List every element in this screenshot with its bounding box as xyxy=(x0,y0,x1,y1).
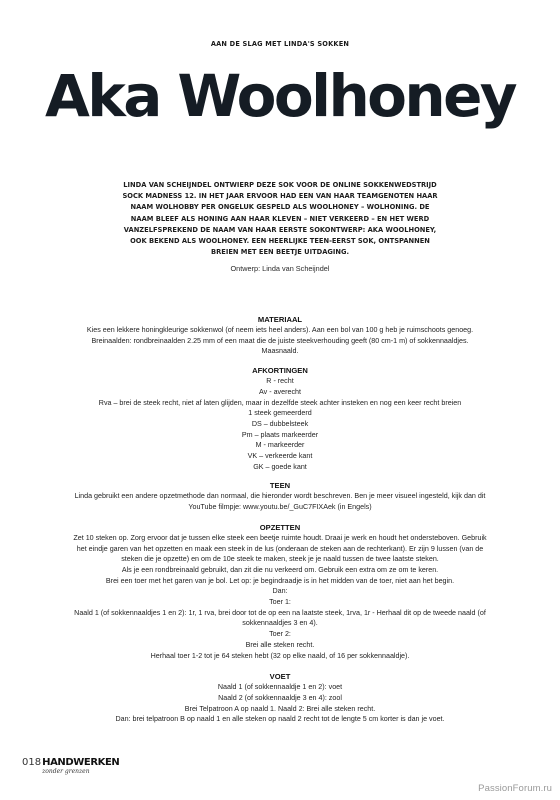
pattern-content xyxy=(30,314,530,733)
intro-line: BREIEN MET EEN BEETJE UITDAGING. xyxy=(211,248,349,257)
body-line: Zet 10 steken op. Zorg ervoor dat je tussen elke steek een beetje ruimte houdt. Draai je werk en houdt het ondersteboven. Gebruik xyxy=(73,533,487,542)
body-line: VK – verkeerde kant xyxy=(247,452,313,461)
body-line: het eindje garen van het opzetten en maak een steek in de lus (onderaan de steken aan de rechterkant). Er zijn 9 lussen (van de xyxy=(76,544,484,553)
magazine-logo xyxy=(42,757,119,775)
body-line: Breinaalden: rondbreinaalden 2.25 mm of een maat die de juiste steekverhouding geeft (80 cm-1 m) of sokkennaaldjes. xyxy=(91,336,469,345)
page-title: Aka Woolhoney xyxy=(44,62,516,130)
body-line: Toer 1: xyxy=(269,598,291,607)
intro-line: OOK BEKEND ALS WOOLHONEY. EEN HEERLIJKE TEEN-EERST SOK, ONTSPANNEN xyxy=(130,237,430,246)
body-line: Naald 1 (of sokkennaaldje 1 en 2): voet xyxy=(217,683,343,692)
body-line: YouTube filmpje: www.youtu.be/_GuC7FIXAek (in Engels) xyxy=(188,503,372,512)
section-heading: MATERIAAL xyxy=(257,315,303,324)
section-opzetten xyxy=(30,522,530,661)
section-teen xyxy=(30,480,530,512)
body-line: steken die je opzette) en om de 10e steek te maken, steek je je naald tussen de twee laatste steken. xyxy=(121,555,439,564)
body-line: Herhaal toer 1-2 tot je 64 steken hebt (32 op elke naald, of 16 per sokkennaaldje). xyxy=(150,651,410,660)
section-kicker: AAN DE SLAG MET LINDA'S SOKKEN xyxy=(210,40,350,48)
body-line: Als je een rondbreinaald gebruikt, dan zit die nu verkeerd om. Gebruik een extra om ze om te keren. xyxy=(121,565,439,574)
body-line: Brei een toer met het garen van je bol. Let op: je begindraadje is in het midden van de toer, niet aan het begin. xyxy=(105,576,455,585)
page-footer xyxy=(22,757,119,779)
intro-paragraph xyxy=(110,180,450,258)
section-voet xyxy=(30,671,530,725)
body-line: Dan: brei telpatroon B op naald 1 en alle steken op naald 2 recht tot de lengte 5 cm korter is dan je voet. xyxy=(115,715,445,724)
intro-line: NAAM BLEEF ALS HONING AAN HAAR KLEVEN – NIET VERKEERD – EN HET WERD xyxy=(130,214,430,223)
body-line: Naald 2 (of sokkennaaldje 3 en 4): zool xyxy=(218,693,342,702)
section-heading: TEEN xyxy=(269,481,291,491)
body-line: Kies een lekkere honingkleurige sokkenwol (of neem iets heel anders). Aan een bol van 100 g heb je ruimschoots genoeg. xyxy=(86,326,474,334)
body-line: Rva – brei de steek recht, niet af laten glijden, maar in dezelfde steek achter insteken en nog een keer recht breien xyxy=(98,398,462,407)
section-materiaal xyxy=(30,314,530,357)
body-line: Toer 2: xyxy=(269,630,291,639)
body-line: sokkennaaldjes 3 en 4). xyxy=(242,619,318,628)
body-line: Brei alle steken recht. xyxy=(245,640,315,649)
watermark: PassionForum.ru xyxy=(478,783,552,794)
body-line: Maasnaald. xyxy=(261,347,299,356)
body-line: Pm – plaats markeerder xyxy=(241,430,319,439)
section-afkortingen xyxy=(30,365,530,472)
section-heading: OPZETTEN xyxy=(259,522,301,532)
body-line: Naald 1 (of sokkennaaldjes 1 en 2): 1r, 1 rva, brei door tot de op een na laatste steek, 1rva, 1r - Herhaal dit op de tweede naald (of xyxy=(74,608,486,617)
intro-line: LINDA VAN SCHEIJNDEL ONTWIERP DEZE SOK VOOR DE ONLINE SOKKENWEDSTRIJD xyxy=(123,181,437,189)
intro-line: SOCK MADNESS 12. IN HET JAAR ERVOOR HAD EEN VAN HAAR TEAMGENOTEN HAAR xyxy=(122,192,438,201)
magazine-name: HANDWERKEN xyxy=(42,757,120,768)
intro-line: NAAM WOLHOBBY PER ONGELUK GESPELD ALS WOOLHONEY – WOLHONING. DE xyxy=(130,203,430,212)
page-number: 018 xyxy=(22,757,42,768)
magazine-tagline: zonder grenzen xyxy=(42,768,90,775)
intro-line: VANZELFSPREKEND DE NAAM VAN HAAR EERSTE SOKONTWERP: AKA WOOLHONEY, xyxy=(123,225,437,234)
body-line: Dan: xyxy=(272,587,288,596)
body-line: GK – goede kant xyxy=(253,462,307,471)
body-line: R - recht xyxy=(266,377,294,386)
body-line: M - markeerder xyxy=(255,441,305,450)
body-line: 1 steek gemeerderd xyxy=(248,409,312,418)
body-line: Linda gebruikt een andere opzetmethode dan normaal, die hieronder wordt beschreven. Ben je meer visueel ingesteld, kijk dan dit xyxy=(74,492,486,501)
body-line: Av - averecht xyxy=(259,387,301,396)
body-line: DS – dubbelsteek xyxy=(251,419,309,428)
body-line: Brei Telpatroon A op naald 1. Naald 2: Brei alle steken recht. xyxy=(184,704,376,713)
section-heading: AFKORTINGEN xyxy=(252,366,308,376)
section-heading: VOET xyxy=(269,672,291,682)
designer-credit: Ontwerp: Linda van Scheijndel xyxy=(230,264,330,273)
